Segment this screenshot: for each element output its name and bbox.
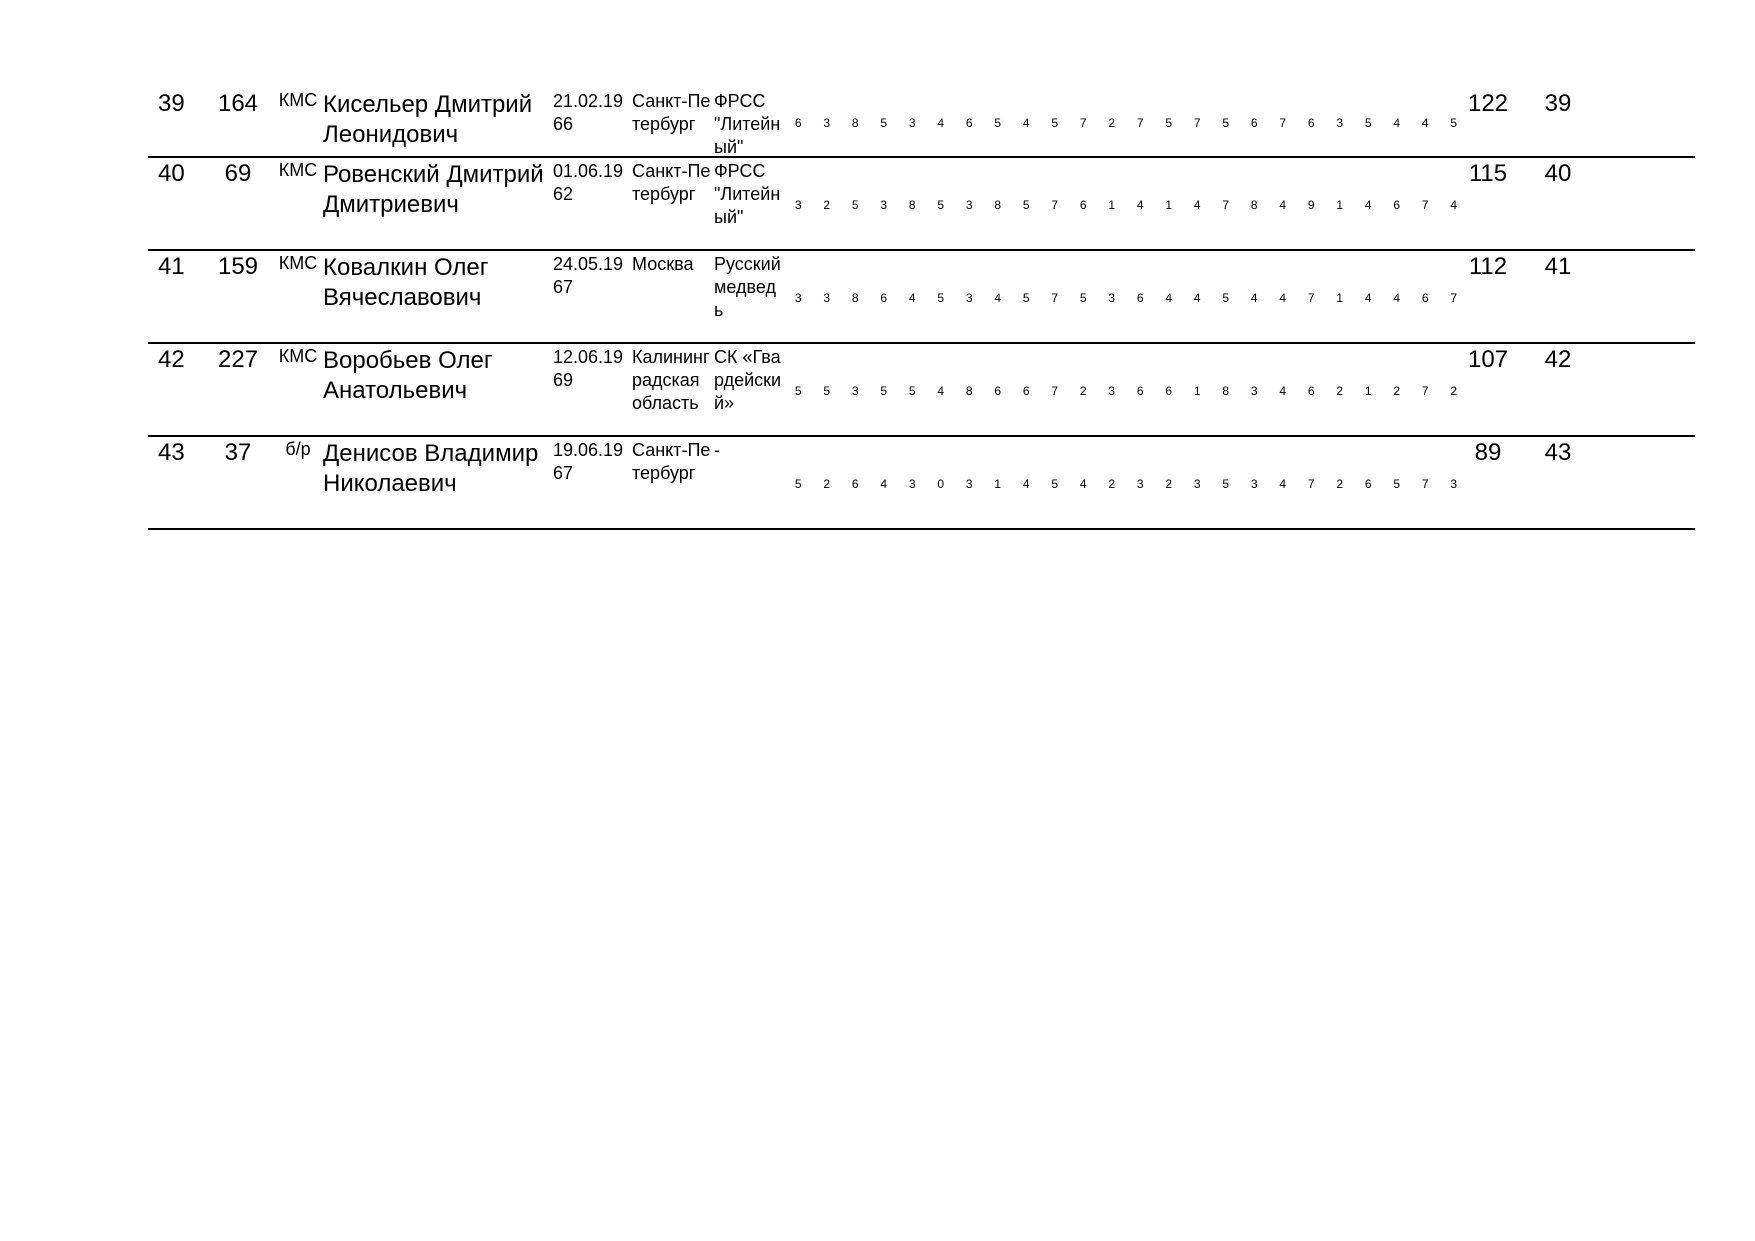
round-score: 6 — [794, 116, 802, 130]
final-place-cell: 41 — [1544, 253, 1572, 280]
round-score: 7 — [1450, 291, 1458, 305]
round-score: 8 — [994, 198, 1002, 212]
round-score: 4 — [1022, 477, 1030, 491]
round-score: 5 — [1450, 116, 1458, 130]
round-score: 4 — [1279, 477, 1287, 491]
round-score: 5 — [1022, 198, 1030, 212]
round-score: 2 — [1079, 384, 1087, 398]
round-score: 3 — [1193, 477, 1201, 491]
round-score: 7 — [1193, 116, 1201, 130]
round-score: 6 — [994, 384, 1002, 398]
round-score: 5 — [1222, 291, 1230, 305]
round-score: 3 — [965, 291, 973, 305]
round-score: 7 — [1051, 198, 1059, 212]
table-row — [148, 251, 1695, 344]
club-cell: - — [714, 440, 720, 460]
scores-cell — [784, 291, 1486, 305]
round-score: 4 — [1193, 198, 1201, 212]
round-score: 4 — [937, 384, 945, 398]
round-score: 6 — [1307, 384, 1315, 398]
sport-rank-cell: КМС — [278, 160, 318, 180]
round-score: 6 — [1079, 198, 1087, 212]
round-score: 5 — [794, 477, 802, 491]
round-score: 5 — [880, 116, 888, 130]
round-score: 3 — [1336, 116, 1344, 130]
round-score: 1 — [1193, 384, 1201, 398]
round-score: 0 — [937, 477, 945, 491]
round-score: 4 — [1193, 291, 1201, 305]
place-cell: 39 — [158, 90, 185, 117]
round-score: 7 — [1279, 116, 1287, 130]
athlete-name-cell: Ровенский Дмитрий Дмитриевич — [323, 161, 544, 218]
round-score: 5 — [1222, 477, 1230, 491]
round-score: 4 — [908, 291, 916, 305]
round-score: 4 — [1279, 384, 1287, 398]
round-score: 3 — [965, 477, 973, 491]
round-score: 3 — [1450, 477, 1458, 491]
round-score: 5 — [1051, 477, 1059, 491]
round-score: 8 — [1250, 198, 1258, 212]
round-score: 8 — [965, 384, 973, 398]
round-score: 8 — [908, 198, 916, 212]
round-score: 5 — [994, 116, 1002, 130]
round-score: 2 — [1108, 116, 1116, 130]
round-score: 8 — [1222, 384, 1230, 398]
birth-date-cell: 01.06.1962 — [553, 161, 624, 204]
total-score-cell: 89 — [1474, 439, 1502, 466]
table-row — [148, 88, 1695, 158]
round-score: 5 — [937, 198, 945, 212]
round-score: 5 — [1051, 116, 1059, 130]
round-score: 8 — [851, 291, 859, 305]
region-cell: Санкт-Петербург — [632, 161, 711, 204]
round-score: 4 — [1165, 291, 1173, 305]
round-score: 7 — [1421, 198, 1429, 212]
round-score: 3 — [880, 198, 888, 212]
region-cell: Москва — [632, 254, 694, 274]
round-score: 2 — [823, 477, 831, 491]
round-score: 4 — [1250, 291, 1258, 305]
round-score: 4 — [1279, 291, 1287, 305]
total-score-cell: 115 — [1468, 160, 1508, 187]
athlete-name-cell: Ковалкин Олег Вячеславович — [323, 254, 489, 311]
birth-date-cell: 12.06.1969 — [553, 347, 624, 390]
round-score: 4 — [1364, 291, 1372, 305]
round-score: 4 — [1421, 116, 1429, 130]
round-score: 4 — [1136, 198, 1144, 212]
round-score: 6 — [1136, 384, 1144, 398]
round-score: 7 — [1051, 291, 1059, 305]
round-score: 3 — [851, 384, 859, 398]
sport-rank-cell: КМС — [278, 90, 318, 110]
round-score: 6 — [1022, 384, 1030, 398]
table-row — [148, 158, 1695, 251]
round-score: 4 — [1022, 116, 1030, 130]
round-score: 4 — [1393, 116, 1401, 130]
table-row — [148, 437, 1695, 530]
round-score: 3 — [1108, 384, 1116, 398]
round-score: 6 — [1307, 116, 1315, 130]
round-score: 4 — [1393, 291, 1401, 305]
round-score: 5 — [1165, 116, 1173, 130]
round-score: 7 — [1421, 477, 1429, 491]
scores-cell — [784, 116, 1486, 130]
round-score: 8 — [851, 116, 859, 130]
round-score: 4 — [1279, 198, 1287, 212]
round-score: 7 — [1307, 477, 1315, 491]
bib-number-cell: 164 — [217, 90, 259, 117]
round-score: 5 — [1222, 116, 1230, 130]
final-place-cell: 42 — [1544, 346, 1572, 373]
total-score-cell: 122 — [1467, 90, 1509, 117]
bib-number-cell: 37 — [224, 439, 252, 466]
region-cell: Санкт-Петербург — [632, 91, 711, 134]
scores-cell — [784, 477, 1486, 491]
total-score-cell: 107 — [1467, 346, 1509, 373]
round-score: 5 — [1079, 291, 1087, 305]
round-score: 5 — [908, 384, 916, 398]
round-score: 6 — [1136, 291, 1144, 305]
round-score: 6 — [1421, 291, 1429, 305]
round-score: 2 — [1393, 384, 1401, 398]
place-cell: 42 — [158, 346, 185, 373]
final-place-cell: 40 — [1544, 160, 1572, 187]
club-cell: Русский медведь — [714, 254, 781, 320]
sport-rank-cell: КМС — [278, 253, 318, 273]
round-score: 1 — [994, 477, 1002, 491]
bib-number-cell: 69 — [224, 160, 252, 187]
round-score: 6 — [1250, 116, 1258, 130]
scores-cell — [784, 198, 1486, 212]
round-score: 3 — [1250, 477, 1258, 491]
round-score: 6 — [1393, 198, 1401, 212]
round-score: 4 — [994, 291, 1002, 305]
round-score: 4 — [937, 116, 945, 130]
round-score: 6 — [965, 116, 973, 130]
sport-rank-cell: б/р — [285, 439, 311, 459]
final-place-cell: 39 — [1544, 90, 1572, 117]
round-score: 4 — [1364, 198, 1372, 212]
final-place-cell: 43 — [1544, 439, 1572, 466]
round-score: 5 — [937, 291, 945, 305]
birth-date-cell: 19.06.1967 — [553, 440, 624, 483]
round-score: 6 — [1165, 384, 1173, 398]
round-score: 3 — [1108, 291, 1116, 305]
round-score: 7 — [1051, 384, 1059, 398]
bib-number-cell: 227 — [217, 346, 259, 373]
place-cell: 40 — [158, 160, 185, 187]
round-score: 7 — [1136, 116, 1144, 130]
round-score: 7 — [1079, 116, 1087, 130]
round-score: 5 — [851, 198, 859, 212]
round-score: 3 — [794, 198, 802, 212]
round-score: 2 — [1336, 477, 1344, 491]
round-score: 4 — [1079, 477, 1087, 491]
round-score: 1 — [1108, 198, 1116, 212]
results-table — [148, 88, 1695, 530]
round-score: 6 — [880, 291, 888, 305]
round-score: 3 — [794, 291, 802, 305]
round-score: 1 — [1364, 384, 1372, 398]
athlete-name-cell: Кисельер Дмитрий Леонидович — [323, 91, 533, 148]
round-score: 5 — [1364, 116, 1372, 130]
round-score: 1 — [1165, 198, 1173, 212]
round-score: 3 — [908, 116, 916, 130]
bib-number-cell: 159 — [217, 253, 259, 280]
table-row — [148, 344, 1695, 437]
round-score: 2 — [1165, 477, 1173, 491]
birth-date-cell: 21.02.1966 — [553, 91, 624, 134]
birth-date-cell: 24.05.1967 — [553, 254, 624, 297]
round-score: 5 — [823, 384, 831, 398]
round-score: 7 — [1222, 198, 1230, 212]
round-score: 3 — [823, 116, 831, 130]
round-score: 2 — [1108, 477, 1116, 491]
round-score: 3 — [1250, 384, 1258, 398]
athlete-name-cell: Воробьев Олег Анатольевич — [323, 347, 493, 404]
round-score: 6 — [1364, 477, 1372, 491]
round-score: 2 — [1336, 384, 1344, 398]
round-score: 5 — [1022, 291, 1030, 305]
total-score-cell: 112 — [1468, 253, 1508, 280]
round-score: 5 — [880, 384, 888, 398]
club-cell: ФРСС "Литейный" — [714, 161, 781, 227]
round-score: 2 — [1450, 384, 1458, 398]
round-score: 7 — [1421, 384, 1429, 398]
round-score: 1 — [1336, 198, 1344, 212]
place-cell: 43 — [158, 439, 185, 466]
round-score: 9 — [1307, 198, 1315, 212]
round-score: 3 — [965, 198, 973, 212]
region-cell: Санкт-Петербург — [632, 440, 711, 483]
round-score: 6 — [851, 477, 859, 491]
scores-cell — [784, 384, 1486, 398]
region-cell: Калининградская область — [632, 347, 710, 413]
club-cell: ФРСС "Литейный" — [714, 91, 781, 157]
round-score: 2 — [823, 198, 831, 212]
club-cell: СК «Гвардейский» — [714, 347, 782, 413]
round-score: 3 — [823, 291, 831, 305]
round-score: 5 — [1393, 477, 1401, 491]
sport-rank-cell: КМС — [278, 346, 318, 366]
round-score: 3 — [908, 477, 916, 491]
athlete-name-cell: Денисов Владимир Николаевич — [323, 440, 539, 497]
place-cell: 41 — [158, 253, 185, 280]
round-score: 3 — [1136, 477, 1144, 491]
round-score: 4 — [880, 477, 888, 491]
round-score: 7 — [1307, 291, 1315, 305]
round-score: 5 — [794, 384, 802, 398]
round-score: 4 — [1450, 198, 1458, 212]
round-score: 1 — [1336, 291, 1344, 305]
